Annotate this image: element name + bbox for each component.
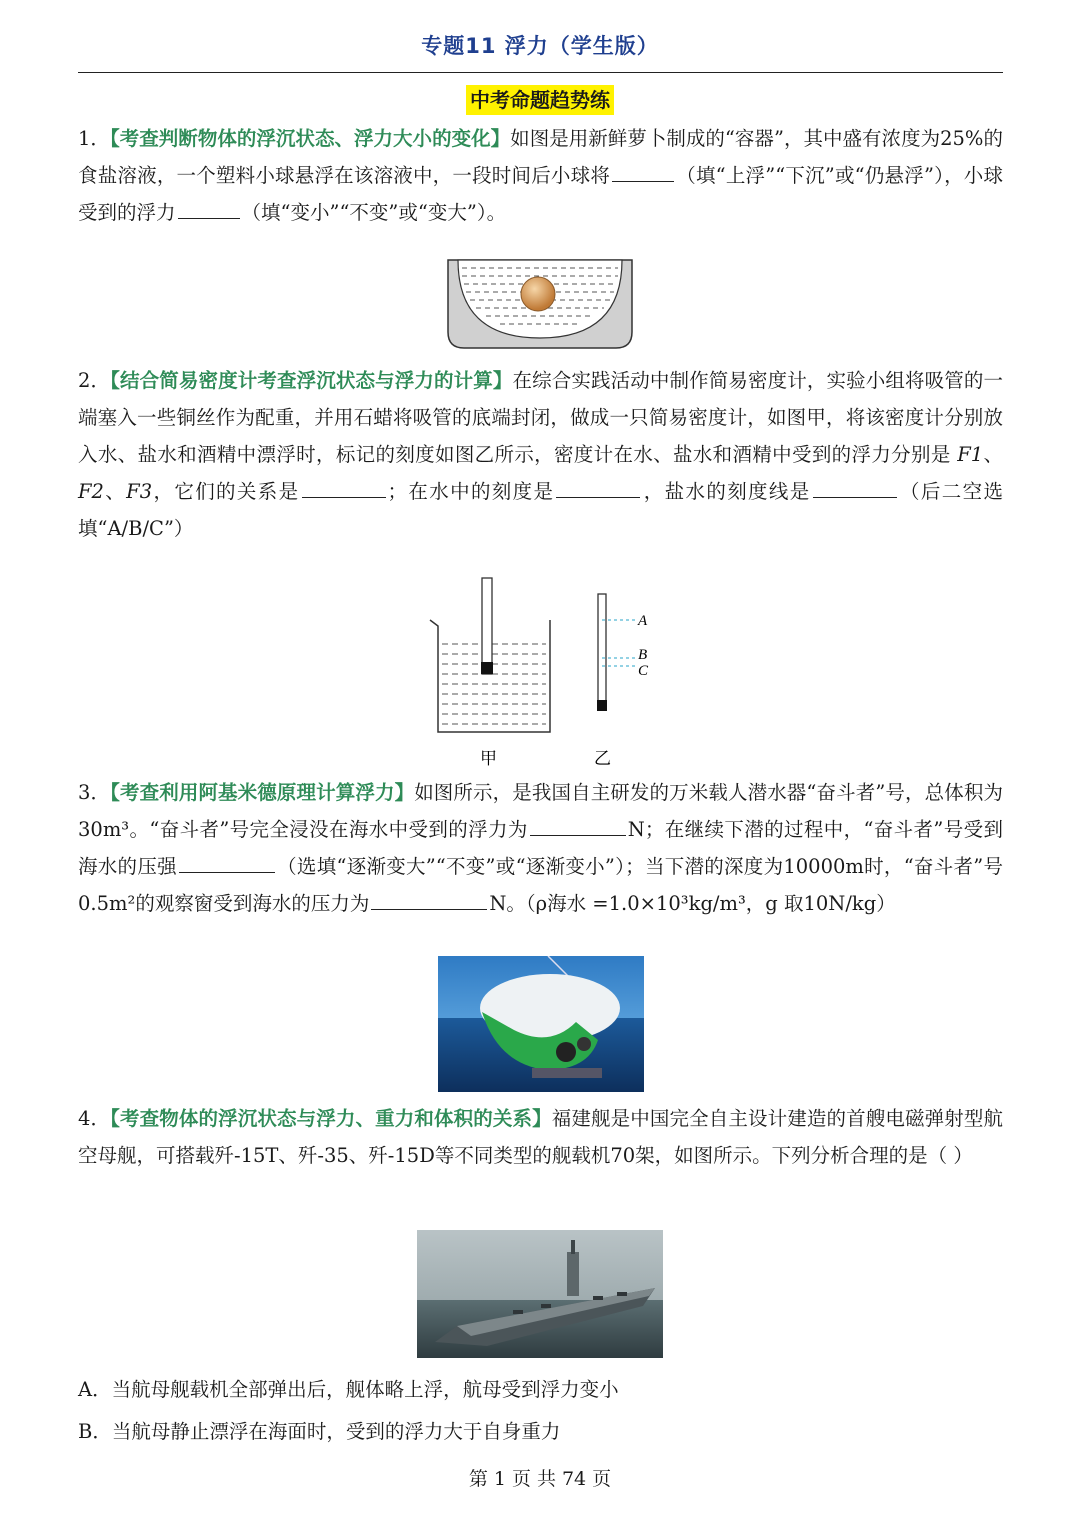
question-tag: 【考查判断物体的浮沉状态、浮力大小的变化】 [109, 127, 511, 150]
question-2: 2．【结合简易密度计考查浮沉状态与浮力的计算】在综合实践活动中制作简易密度计，实验小组将吸管的一端塞入一些铜丝作为配重，并用石蜡将吸管的底端封闭，做成一只简易密度计，如图甲，将该密度计分别放入水、盐水和酒精中漂浮时，标记的刻度如图乙所示，密度计在水、盐水和酒精中受到的浮力分别是 F1、F2、F3，它们的关系是 ；在水中的刻度是 ，盐水的刻度线是 （后二空选填“A/B/C”） [78, 369, 1003, 540]
question-text: （后二空选填“A/B/C”） [78, 480, 1003, 540]
question-text: 在综合实践活动中制作简易密度计，实验小组将吸管的一端塞入一些铜丝作为配重，并用石蜡将吸管的底端封闭，做成一只简易密度计，如图甲，将该密度计分别放入水、盐水和酒精中漂浮时，标记的刻度如图乙所示，密度计在水、盐水和酒精中受到的浮力分别是 [78, 369, 1003, 466]
question-4 [78, 1100, 1003, 1174]
question-text: ；在水中的刻度是 [387, 480, 555, 503]
total-pages: 74 [561, 1468, 587, 1490]
symbol-f1: F1 [957, 443, 984, 466]
option-a[interactable]: A．当航母舰载机全部弹出后，舰体略上浮，航母受到浮力变小 [78, 1378, 619, 1401]
question-text: N；在继续下潜的过程中，“奋斗者”号受到海水的压强 [78, 818, 1003, 878]
plastic-ball [521, 277, 555, 311]
footer-di: 第 [468, 1468, 488, 1490]
question-text: 如图所示，是我国自主研发的万米载人潜水器“奋斗者”号，总体积为30m³。“奋斗者”号完全浸没在海水中受到的浮力为 [78, 781, 1003, 841]
answer-blank[interactable] [556, 477, 640, 498]
page-number: 1 [493, 1468, 506, 1490]
section-title-text: 中考命题趋势练 [466, 85, 614, 115]
radish-container-figure [444, 256, 636, 352]
question-text: （选填“逐渐变大”“不变”或“逐渐变小”）；当下潜的深度为10000m时，“奋斗者”号0.5m²的观察窗受到海水的压力为 [78, 855, 1003, 915]
figure-yi-label: 乙 [594, 749, 611, 769]
question-text: ，盐水的刻度线是 [642, 480, 811, 503]
question-text: （填“上浮”“下沉”或“仍悬浮”），小球受到的浮力 [78, 164, 1003, 224]
question-text: 如图是用新鲜萝卜制成的“容器”，其中盛有浓度为25%的食盐溶液，一个塑料小球悬浮在该溶液中，一段时间后小球将 [78, 127, 1003, 187]
answer-blank[interactable] [371, 889, 487, 910]
figure-jia-label: 甲 [480, 749, 497, 769]
question-tag: 【结合简易密度计考查浮沉状态与浮力的计算】 [110, 369, 513, 392]
option-b[interactable]: B．当航母静止漂浮在海面时，受到的浮力大于自身重力 [78, 1420, 561, 1443]
mark-b-label: B [638, 647, 648, 663]
mark-c-label: C [638, 663, 649, 679]
symbol-f2: F2 [78, 480, 104, 503]
question-tag: 【考查物体的浮沉状态与浮力、重力和体积的关系】 [110, 1107, 552, 1130]
page-footer [0, 1464, 1080, 1491]
symbol-f3: F3 [126, 480, 153, 503]
footer-gong: 共 [536, 1468, 556, 1490]
section-title [0, 84, 1080, 113]
hydrometer-figure [426, 574, 666, 770]
document-header: 专题11 浮力（学生版） [421, 34, 659, 58]
question-number: 3． [78, 781, 111, 804]
question-number: 2． [78, 369, 111, 392]
header-rule [78, 72, 1003, 73]
mark-a-label: A [638, 613, 648, 629]
question-text: ，它们的关系是 [152, 480, 300, 503]
answer-blank[interactable] [813, 477, 897, 498]
submersible-photo [438, 956, 644, 1092]
question-tag: 【考查利用阿基米德原理计算浮力】 [110, 781, 415, 804]
question-text: （填“变小”“不变”或“变大”）。 [241, 201, 507, 224]
answer-blank[interactable] [302, 477, 386, 498]
answer-blank[interactable] [612, 161, 674, 182]
question-number: 1． [78, 127, 110, 150]
hydrometer-straw [482, 578, 492, 674]
answer-blank[interactable] [178, 198, 240, 219]
question-1 [78, 120, 1003, 231]
question-3 [78, 774, 1003, 922]
question-number: 4． [78, 1107, 111, 1130]
answer-blank[interactable] [179, 852, 275, 873]
question-text: N。（ρ海水 =1.0×10³kg/m³，g 取10N/kg） [489, 892, 896, 915]
footer-ye: 页 [592, 1468, 612, 1490]
footer-ye: 页 [511, 1468, 531, 1490]
answer-blank[interactable] [530, 815, 626, 836]
question-text: 福建舰是中国完全自主设计建造的首艘电磁弹射型航空母舰，可搭载歼-15T、歼-35、歼-15D等不同类型的舰载机70架，如图所示。下列分析合理的是（ ） [78, 1107, 1003, 1167]
aircraft-carrier-photo [417, 1230, 663, 1358]
scale-straw [598, 594, 606, 710]
